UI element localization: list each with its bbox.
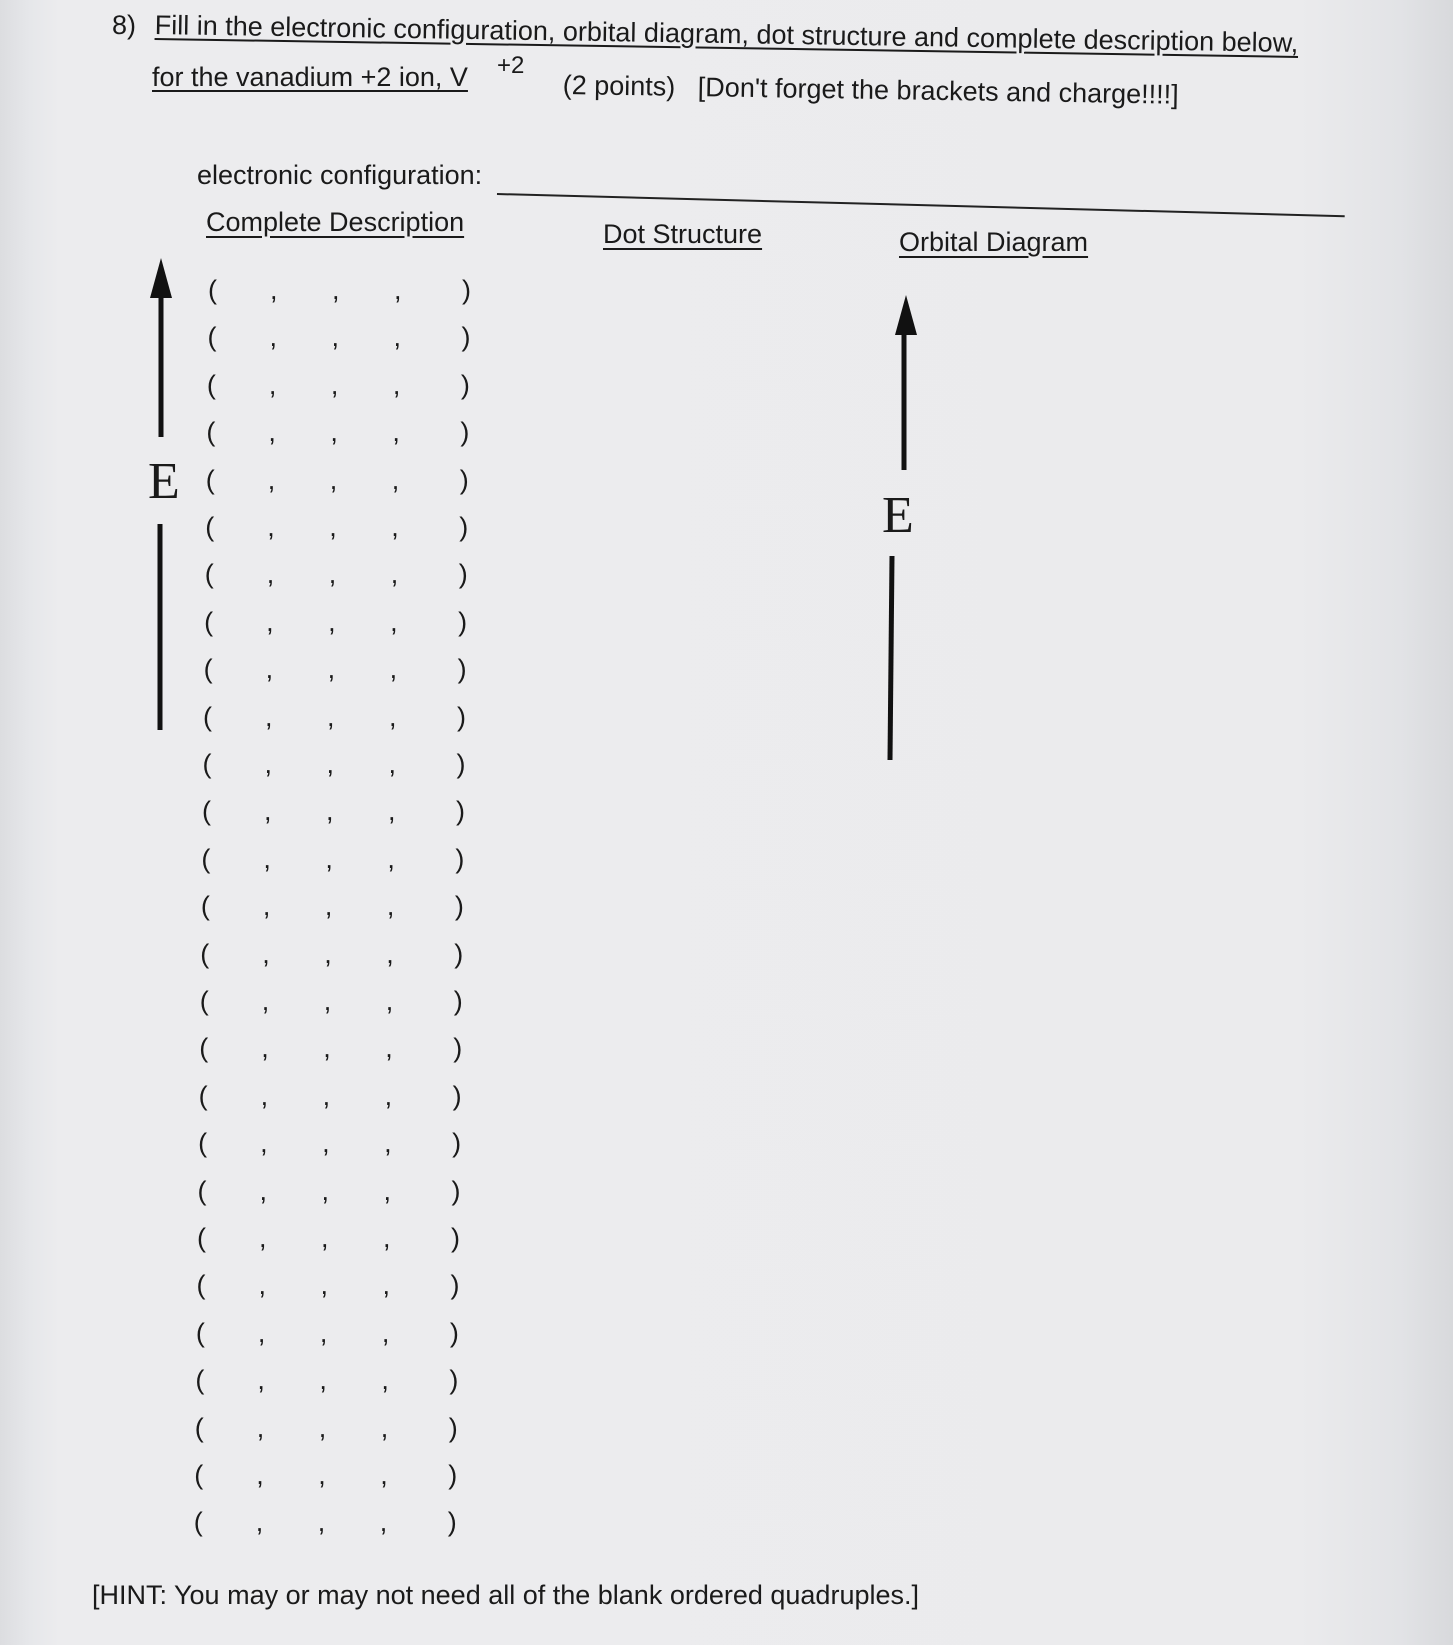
quadruple-comma: , — [270, 275, 278, 305]
quadruple-comma: , — [265, 654, 274, 685]
quadruple-close-paren: ) — [454, 938, 464, 969]
orbital-diagram-heading: Orbital Diagram — [899, 227, 1089, 257]
quadruple-row[interactable] — [199, 986, 463, 1020]
quadruple-comma: , — [388, 749, 397, 779]
quadruple-open-paren: ( — [204, 559, 214, 590]
quadruple-comma: , — [383, 1223, 391, 1253]
quadruple-close-paren: ) — [451, 1175, 461, 1206]
quadruple-row[interactable] — [207, 322, 471, 356]
quadruple-comma: , — [329, 512, 337, 542]
quadruple-comma: , — [317, 1507, 326, 1538]
quadruple-comma: , — [266, 559, 275, 590]
quadruple-comma: , — [386, 891, 395, 922]
quadruple-comma: , — [327, 654, 336, 685]
quadruple-comma: , — [325, 843, 333, 874]
quadruple-row[interactable] — [193, 1507, 457, 1541]
quadruple-open-paren: ( — [206, 417, 216, 448]
quadruple-open-paren: ( — [200, 938, 210, 969]
quadruple-close-paren: ) — [456, 749, 466, 779]
quadruple-close-paren: ) — [459, 512, 469, 542]
quadruple-row[interactable] — [200, 891, 464, 925]
quadruple-open-paren: ( — [200, 891, 210, 922]
quadruple-comma: , — [324, 891, 333, 922]
quadruple-close-paren: ) — [460, 369, 470, 400]
quadruple-comma: , — [260, 1080, 269, 1111]
quadruple-close-paren: ) — [449, 1365, 459, 1396]
quadruple-comma: , — [329, 464, 338, 495]
quadruple-row[interactable] — [197, 1223, 460, 1257]
quadruple-open-paren: ( — [206, 369, 216, 400]
quadruple-open-paren: ( — [199, 1033, 209, 1064]
quadruple-open-paren: ( — [193, 1507, 203, 1538]
quadruple-comma: , — [382, 1270, 390, 1301]
quadruple-comma: , — [321, 1175, 330, 1206]
quadruple-row[interactable] — [194, 1412, 458, 1447]
quadruple-comma: , — [392, 369, 401, 400]
quadruple-comma: , — [322, 1080, 331, 1111]
quadruple-comma: , — [265, 701, 273, 732]
quadruple-open-paren: ( — [204, 606, 214, 637]
quadruple-close-paren: ) — [458, 559, 468, 590]
ion-charge-superscript: +2 — [497, 52, 525, 79]
quadruple-comma: , — [261, 1033, 269, 1064]
quadruple-comma: , — [392, 417, 400, 448]
quadruple-close-paren: ) — [453, 986, 463, 1016]
quadruple-comma: , — [323, 1033, 331, 1064]
quadruple-open-paren: ( — [201, 843, 211, 874]
quadruple-open-paren: ( — [207, 322, 217, 353]
quadruple-open-paren: ( — [196, 1270, 206, 1301]
quadruple-close-paren: ) — [455, 843, 465, 874]
quadruple-close-paren: ) — [460, 417, 470, 448]
energy-label-right: E — [882, 487, 914, 544]
hint-text: [HINT: You may or may not need all of the blank ordered quadruples.] — [92, 1580, 919, 1610]
quadruple-row[interactable] — [201, 796, 465, 830]
quadruple-close-paren: ) — [452, 1128, 462, 1159]
quadruple-comma: , — [261, 986, 270, 1016]
quadruple-comma: , — [380, 1460, 388, 1490]
quadruple-close-paren: ) — [461, 322, 471, 353]
quadruple-comma: , — [384, 1080, 393, 1111]
quadruple-row[interactable] — [195, 1317, 459, 1352]
complete-description-heading: Complete Description — [206, 207, 465, 237]
quadruple-comma: , — [390, 606, 398, 637]
quadruple-comma: , — [384, 1128, 392, 1159]
quadruple-row[interactable] — [203, 701, 467, 736]
quadruple-close-paren: ) — [454, 891, 464, 922]
question-number: 8) — [112, 10, 137, 40]
quadruple-comma: , — [385, 1033, 393, 1064]
quadruple-open-paren: ( — [198, 1128, 208, 1159]
quadruple-close-paren: ) — [455, 796, 465, 827]
quadruple-open-paren: ( — [197, 1223, 206, 1253]
quadruple-row[interactable] — [208, 275, 471, 309]
quadruple-comma: , — [381, 1365, 389, 1396]
quadruple-comma: , — [262, 891, 271, 922]
quadruple-open-paren: ( — [198, 1080, 208, 1111]
quadruple-row[interactable] — [194, 1460, 458, 1494]
quadruple-comma: , — [322, 1128, 330, 1159]
quadruple-comma: , — [330, 417, 338, 448]
quadruple-open-paren: ( — [203, 701, 213, 732]
quadruple-close-paren: ) — [449, 1317, 459, 1348]
quadruple-comma: , — [255, 1507, 264, 1538]
quadruple-row[interactable] — [200, 938, 464, 973]
quadruple-open-paren: ( — [197, 1175, 207, 1206]
quadruple-comma: , — [262, 938, 270, 969]
quadruple-open-paren: ( — [199, 986, 209, 1016]
quadruple-comma: , — [263, 796, 272, 827]
quadruple-comma: , — [259, 1175, 268, 1206]
quadruple-row[interactable] — [198, 1080, 462, 1115]
quadruple-row[interactable] — [204, 606, 468, 641]
quadruple-comma: , — [259, 1223, 267, 1253]
quadruple-comma: , — [263, 843, 271, 874]
question-instruction-line2: for the vanadium +2 ion, V — [152, 62, 468, 92]
quadruple-close-paren: ) — [447, 1507, 457, 1538]
quadruple-comma: , — [394, 275, 402, 305]
quadruple-open-paren: ( — [201, 796, 211, 827]
quadruple-row[interactable] — [206, 417, 470, 451]
quadruple-comma: , — [257, 1317, 266, 1348]
quadruple-close-paren: ) — [448, 1412, 458, 1443]
quadruple-comma: , — [257, 1365, 265, 1396]
quadruple-comma: , — [385, 986, 394, 1016]
quadruple-open-paren: ( — [195, 1365, 205, 1396]
quadruple-comma: , — [387, 796, 396, 827]
quadruple-row[interactable] — [202, 749, 466, 783]
quadruple-comma: , — [258, 1270, 266, 1301]
quadruple-close-paren: ) — [459, 464, 469, 495]
quadruple-comma: , — [326, 749, 335, 779]
quadruple-comma: , — [391, 464, 400, 495]
quadruple-row[interactable] — [204, 559, 468, 593]
quadruple-comma: , — [269, 322, 277, 353]
quadruple-open-paren: ( — [205, 464, 215, 495]
quadruple-comma: , — [260, 1128, 268, 1159]
quadruple-comma: , — [324, 938, 332, 969]
quadruple-comma: , — [380, 1412, 389, 1443]
quadruple-row[interactable] — [198, 1128, 462, 1162]
quadruple-row[interactable] — [205, 464, 469, 499]
quadruple-row[interactable] — [197, 1175, 461, 1210]
quadruple-open-paren: ( — [203, 654, 213, 685]
quadruple-comma: , — [266, 606, 274, 637]
energy-label-left: E — [148, 453, 180, 510]
quadruple-comma: , — [332, 275, 340, 305]
quadruple-comma: , — [391, 512, 399, 542]
electronic-configuration-label: electronic configuration: — [197, 160, 483, 190]
question-reminder: [Don't forget the brackets and charge!!!!] — [697, 72, 1179, 110]
quadruple-comma: , — [268, 417, 276, 448]
quadruple-comma: , — [328, 606, 336, 637]
quadruple-close-paren: ) — [451, 1223, 460, 1253]
quadruple-comma: , — [320, 1270, 328, 1301]
quadruple-comma: , — [331, 322, 339, 353]
quadruple-open-paren: ( — [194, 1460, 204, 1490]
question-instruction-line1: Fill in the electronic configuration, orbital diagram, dot structure and complete description below, — [154, 10, 1299, 58]
quadruple-comma: , — [264, 749, 273, 779]
quadruple-close-paren: ) — [450, 1270, 460, 1301]
quadruple-row[interactable] — [206, 369, 470, 404]
quadruple-comma: , — [256, 1412, 265, 1443]
quadruple-close-paren: ) — [452, 1080, 462, 1111]
quadruple-open-paren: ( — [202, 749, 212, 779]
quadruple-close-paren: ) — [448, 1460, 458, 1490]
quadruple-comma: , — [323, 986, 332, 1016]
quadruple-open-paren: ( — [195, 1317, 205, 1348]
quadruple-comma: , — [267, 464, 276, 495]
quadruple-comma: , — [256, 1460, 264, 1490]
quadruple-close-paren: ) — [457, 701, 467, 732]
quadruple-comma: , — [319, 1317, 328, 1348]
quadruple-close-paren: ) — [457, 654, 467, 685]
quadruple-open-paren: ( — [208, 275, 217, 305]
quadruple-row[interactable] — [201, 843, 465, 878]
quadruple-comma: , — [379, 1507, 388, 1538]
quadruple-close-paren: ) — [453, 1033, 463, 1064]
quadruple-comma: , — [386, 938, 394, 969]
quadruple-comma: , — [327, 701, 335, 732]
quadruple-row[interactable] — [195, 1365, 459, 1399]
quadruple-comma: , — [321, 1223, 329, 1253]
quadruple-row[interactable] — [196, 1270, 460, 1304]
quadruple-row[interactable] — [203, 654, 467, 688]
quadruple-comma: , — [381, 1317, 390, 1348]
quadruple-comma: , — [389, 701, 397, 732]
dot-structure-heading: Dot Structure — [603, 219, 763, 249]
quadruple-comma: , — [319, 1365, 327, 1396]
quadruple-row[interactable] — [199, 1033, 463, 1067]
quadruple-comma: , — [328, 559, 337, 590]
quadruple-close-paren: ) — [458, 606, 468, 637]
quadruple-comma: , — [318, 1460, 326, 1490]
quadruple-comma: , — [318, 1412, 327, 1443]
quadruple-comma: , — [389, 654, 398, 685]
quadruple-comma: , — [383, 1175, 392, 1206]
question-points: (2 points) — [562, 70, 676, 102]
quadruple-comma: , — [393, 322, 401, 353]
quadruple-comma: , — [268, 369, 277, 400]
quadruple-comma: , — [325, 796, 334, 827]
quadruple-comma: , — [390, 559, 399, 590]
quadruple-open-paren: ( — [205, 512, 215, 542]
quadruple-row[interactable] — [205, 512, 469, 546]
quadruple-comma: , — [330, 369, 339, 400]
quadruple-comma: , — [267, 512, 275, 542]
quadruple-open-paren: ( — [194, 1412, 204, 1443]
quadruple-comma: , — [387, 843, 395, 874]
quadruple-close-paren: ) — [462, 275, 471, 305]
